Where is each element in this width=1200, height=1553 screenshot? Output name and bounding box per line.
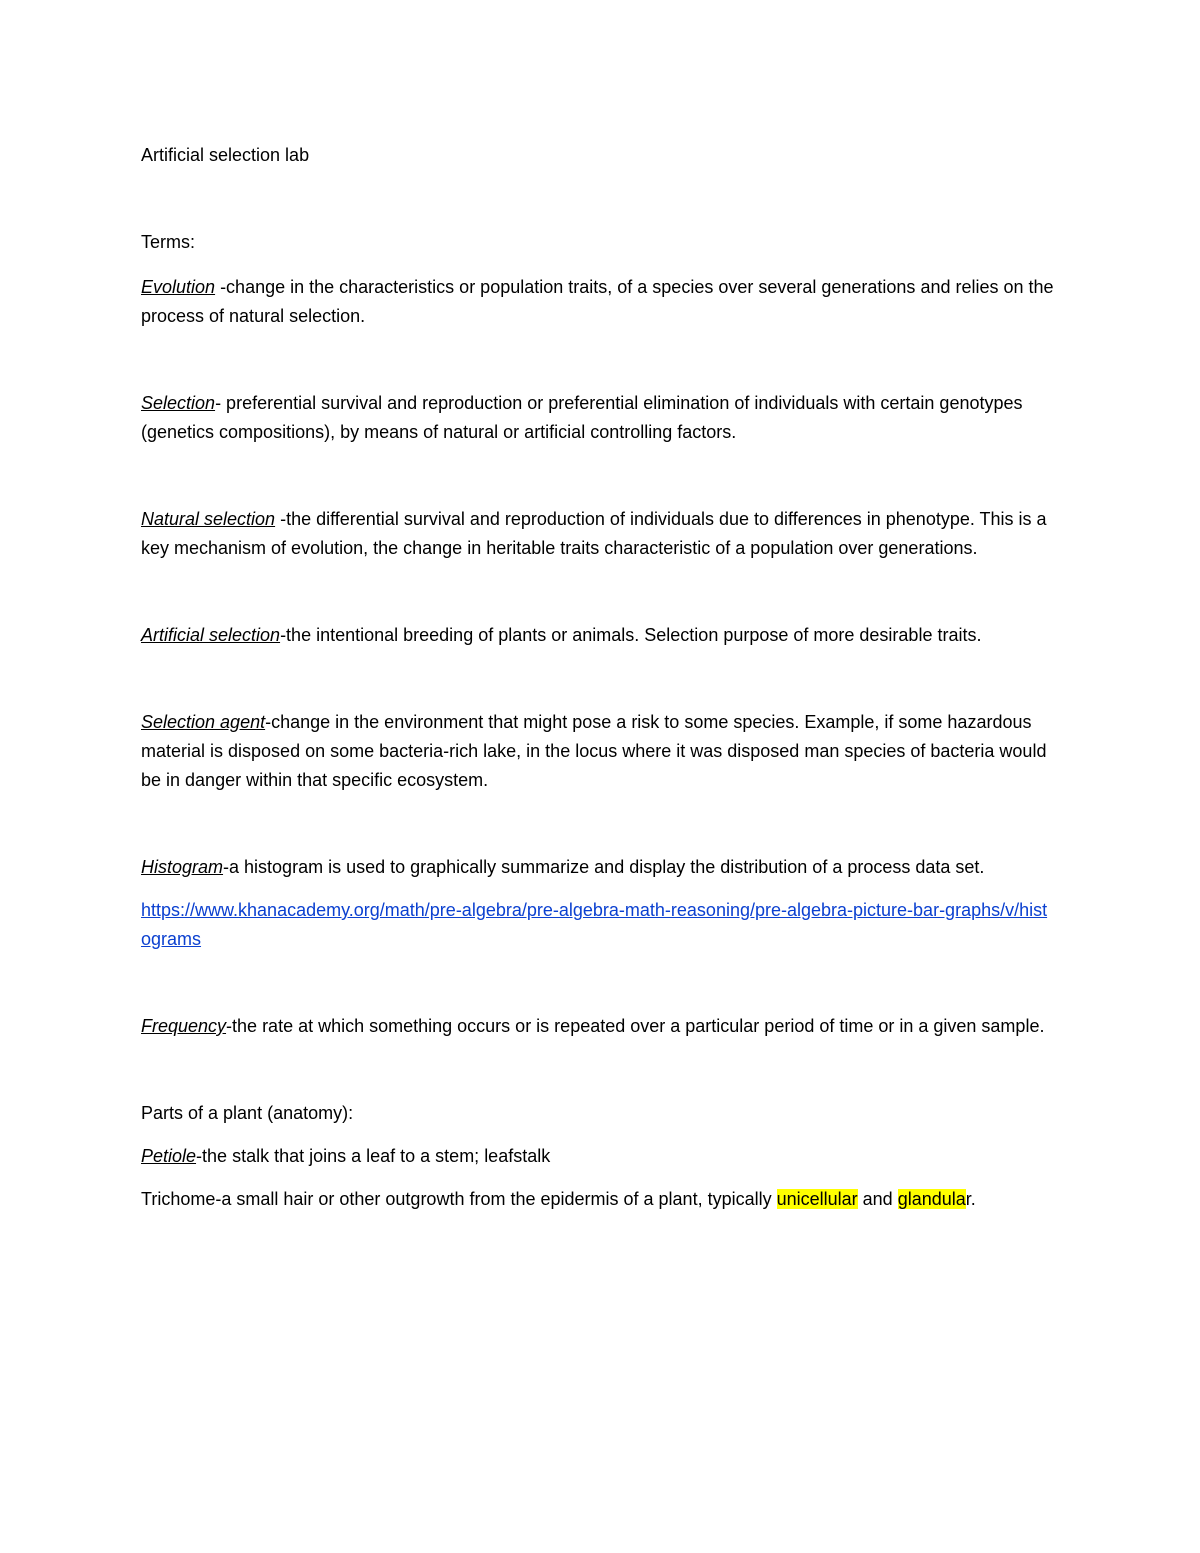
term-name: Frequency xyxy=(141,1016,227,1036)
histogram-link-paragraph xyxy=(141,896,1056,954)
term-definition: -change in the characteristics or population traits, of a species over several generations and relies on the process of natural selection. xyxy=(141,277,1054,326)
term-definition: - preferential survival and reproduction or preferential elimination of individuals with certain genotypes (genetics compositions), by means of natural or artificial controlling factors. xyxy=(141,393,1023,442)
term-artificial-selection xyxy=(141,621,1056,650)
term-definition: -change in the environment that might pose a risk to some species. Example, if some hazardous material is disposed on some bacteria-rich lake, in the locus where it was disposed man species of bacteria would be in danger within that specific ecosystem. xyxy=(141,712,1047,790)
term-histogram xyxy=(141,853,1056,882)
term-natural-selection xyxy=(141,505,1056,563)
document-body xyxy=(141,141,1056,1214)
term-frequency xyxy=(141,1012,1056,1041)
trichome-lead-text: Trichome-a small hair or other outgrowth from the epidermis of a plant, typically xyxy=(141,1189,777,1209)
term-evolution xyxy=(141,273,1056,331)
term-name: Evolution xyxy=(141,277,216,297)
term-selection-agent xyxy=(141,708,1056,795)
term-definition: -the rate at which something occurs or is repeated over a particular period of time or in a given sample. xyxy=(226,1016,1045,1036)
highlight-glandular: glandula xyxy=(897,1189,966,1209)
plant-parts-heading: Parts of a plant (anatomy): xyxy=(141,1103,354,1123)
document-title: Artificial selection lab xyxy=(141,145,310,165)
term-definition: -the stalk that joins a leaf to a stem; leafstalk xyxy=(196,1146,551,1166)
term-name: Selection agent xyxy=(141,712,266,732)
term-name: Petiole xyxy=(141,1146,197,1166)
terms-heading: Terms: xyxy=(141,232,195,252)
term-selection xyxy=(141,389,1056,447)
histogram-link[interactable]: https://www.khanacademy.org/math/pre-algebra/pre-algebra-math-reasoning/pre-algebra-picture-bar-graphs/v/histograms xyxy=(141,900,1048,949)
term-definition: -the differential survival and reproduction of individuals due to differences in phenotype. This is a key mechanism of evolution, the change in heritable traits characteristic of a population over generations. xyxy=(141,509,1047,558)
term-name: Artificial selection xyxy=(141,625,281,645)
trichome-end-text: r. xyxy=(965,1189,976,1209)
term-petiole xyxy=(141,1142,1056,1171)
term-name: Selection xyxy=(141,393,216,413)
term-trichome xyxy=(141,1185,1056,1214)
term-definition: -the intentional breeding of plants or animals. Selection purpose of more desirable traits. xyxy=(280,625,982,645)
term-definition: -a histogram is used to graphically summarize and display the distribution of a process data set. xyxy=(223,857,985,877)
highlight-unicellular: unicellular xyxy=(776,1189,858,1209)
trichome-middle-text: and xyxy=(857,1189,898,1209)
term-name: Natural selection xyxy=(141,509,276,529)
term-name: Histogram xyxy=(141,857,224,877)
